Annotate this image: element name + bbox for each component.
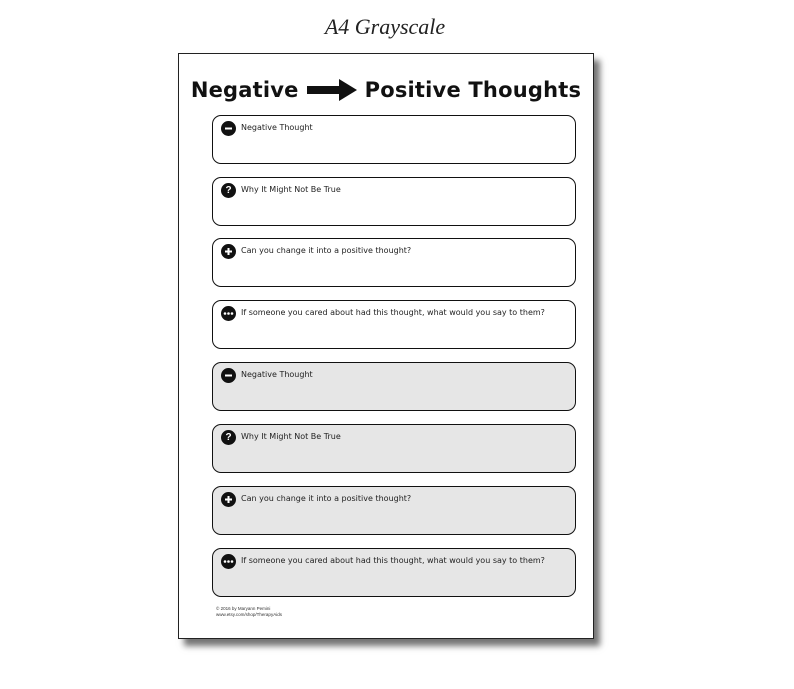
prompt-label: If someone you cared about had this thought, what would you say to them? [241, 308, 545, 317]
cared-someone-box[interactable] [212, 548, 576, 597]
footer-copyright: © 2016 by Maryann Pemini [216, 606, 271, 611]
negative-thought-box[interactable] [212, 115, 576, 164]
prompt-label: Why It Might Not Be True [241, 432, 341, 441]
ellipsis-icon [221, 306, 236, 321]
worksheet-title [179, 78, 593, 102]
plus-icon [221, 492, 236, 507]
question-icon: ? [221, 430, 236, 445]
why-not-true-box[interactable] [212, 424, 576, 473]
negative-thought-box[interactable] [212, 362, 576, 411]
ellipsis-icon [221, 554, 236, 569]
prompt-label: Why It Might Not Be True [241, 185, 341, 194]
prompt-label: Negative Thought [241, 123, 313, 132]
why-not-true-box[interactable] [212, 177, 576, 226]
prompt-label: Negative Thought [241, 370, 313, 379]
worksheet-page [178, 53, 594, 639]
footer-url: www.etsy.com/shop/TherapyAids [216, 612, 282, 617]
minus-icon [221, 121, 236, 136]
cared-someone-box[interactable] [212, 300, 576, 349]
right-arrow-icon [307, 79, 357, 101]
prompt-label: Can you change it into a positive thought? [241, 494, 412, 503]
title-positive-thoughts: Positive Thoughts [364, 78, 582, 102]
plus-icon [221, 244, 236, 259]
title-negative: Negative [190, 78, 299, 102]
positive-thought-box[interactable] [212, 238, 576, 287]
prompt-label: Can you change it into a positive thought? [241, 246, 412, 255]
worksheet-footer [216, 606, 282, 618]
positive-thought-box[interactable] [212, 486, 576, 535]
minus-icon [221, 368, 236, 383]
preview-caption: A4 Grayscale [324, 14, 446, 39]
question-icon: ? [221, 183, 236, 198]
prompt-label: If someone you cared about had this thought, what would you say to them? [241, 556, 545, 565]
